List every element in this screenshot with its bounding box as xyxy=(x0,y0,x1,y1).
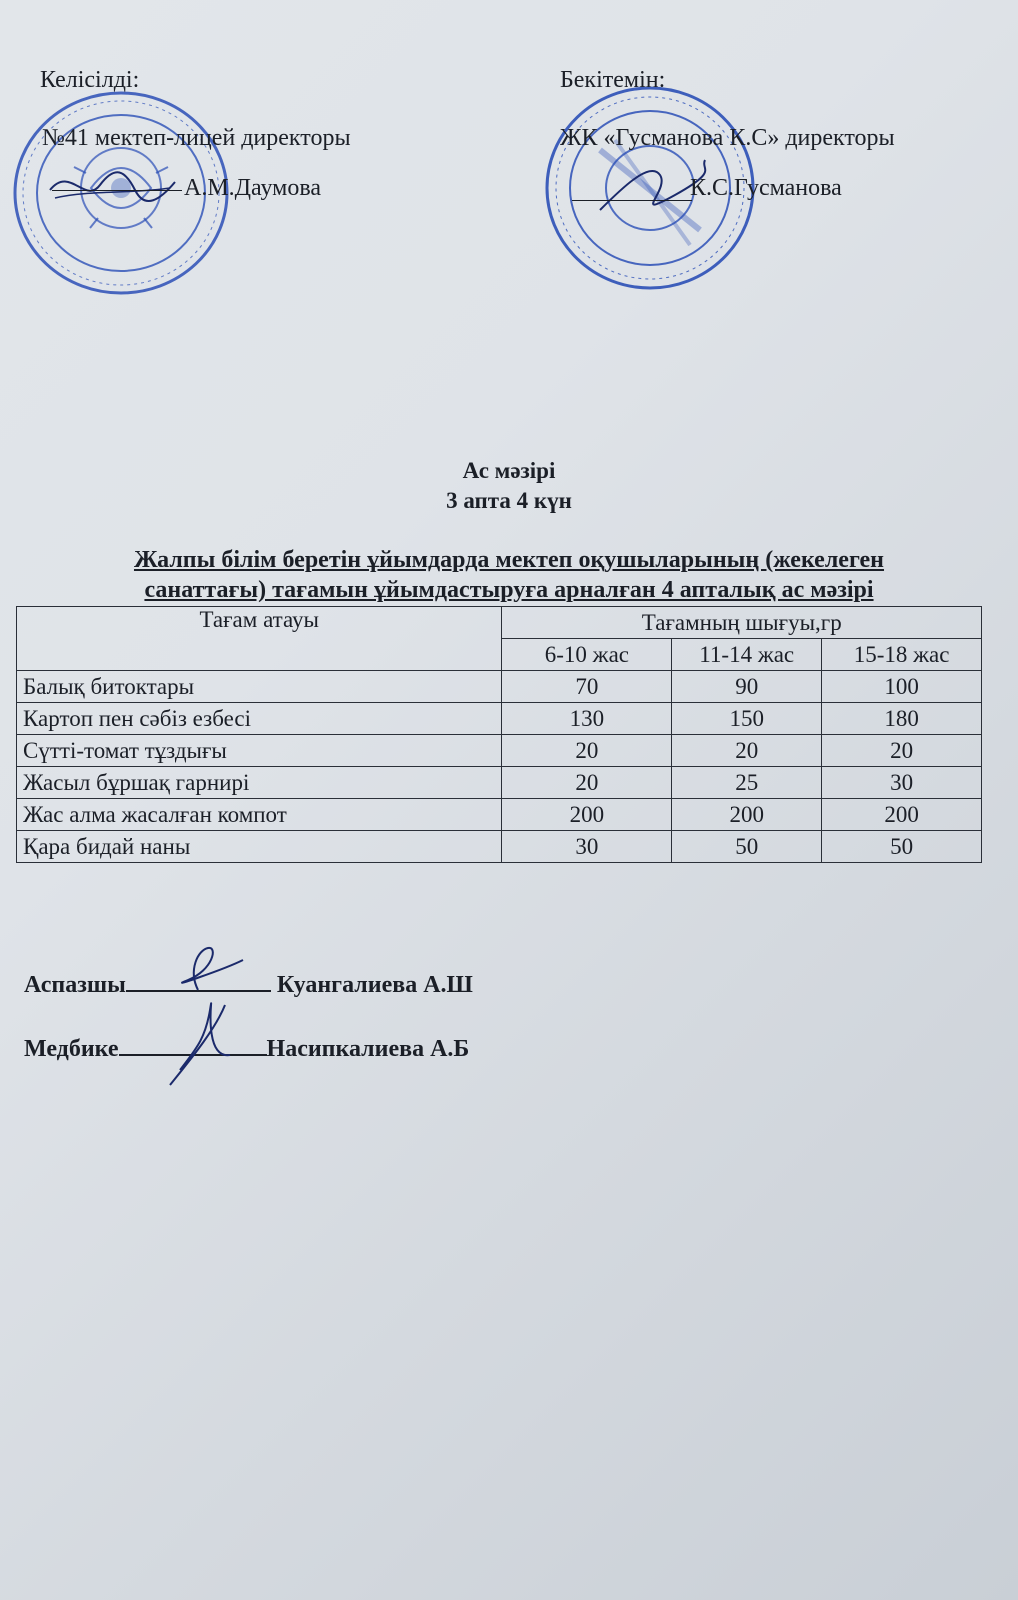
cook-name: Куангалиева А.Ш xyxy=(276,972,473,998)
dish-name: Қара бидай наны xyxy=(17,831,502,863)
dish-name: Жас алма жасалған компот xyxy=(17,799,502,831)
nurse-label: Медбике xyxy=(24,1036,119,1062)
portion-11-14: 90 xyxy=(672,671,822,703)
left-handwritten-signature xyxy=(40,160,180,210)
portion-15-18: 200 xyxy=(822,799,982,831)
approved-signature-name: К.С.Гусманова xyxy=(690,175,842,201)
portion-11-14: 20 xyxy=(672,735,822,767)
dish-name-header: Тағам атауы xyxy=(17,607,502,671)
right-signature-line xyxy=(572,200,692,201)
nurse-handwritten-signature xyxy=(160,1000,240,1090)
portion-6-10: 200 xyxy=(502,799,672,831)
approved-label: Бекітемін: xyxy=(560,67,666,93)
portion-11-14: 25 xyxy=(672,767,822,799)
nurse-name: Насипкалиева А.Б xyxy=(266,1036,470,1062)
age-header-15-18: 15-18 жас xyxy=(822,639,982,671)
portion-6-10: 20 xyxy=(502,735,672,767)
portion-6-10: 20 xyxy=(502,767,672,799)
menu-subtitle-line2: санаттағы) тағамын ұйымдастыруға арналған 4 апталық ас мәзірі xyxy=(144,577,874,603)
table-row xyxy=(17,799,982,831)
approved-position: ЖК «Гусманова К.С» директоры xyxy=(560,125,895,151)
output-header: Тағамның шығуы,гр xyxy=(502,607,982,639)
portion-6-10: 70 xyxy=(502,671,672,703)
table-row xyxy=(17,831,982,863)
table-row xyxy=(17,703,982,735)
menu-week-day: 3 апта 4 күн xyxy=(446,488,572,513)
portion-11-14: 200 xyxy=(672,799,822,831)
portion-15-18: 20 xyxy=(822,735,982,767)
menu-table xyxy=(16,606,982,863)
cook-handwritten-signature xyxy=(168,940,248,1000)
menu-title: Ас мәзірі xyxy=(462,458,556,483)
portion-11-14: 50 xyxy=(672,831,822,863)
dish-name: Балық битоктары xyxy=(17,671,502,703)
table-row xyxy=(17,671,982,703)
age-header-11-14: 11-14 жас xyxy=(672,639,822,671)
agreed-position: №41 мектеп-лицей директоры xyxy=(42,125,351,151)
dish-name: Жасыл бұршақ гарнирі xyxy=(17,767,502,799)
age-header-6-10: 6-10 жас xyxy=(502,639,672,671)
table-row xyxy=(17,735,982,767)
table-header-row xyxy=(17,607,982,639)
portion-11-14: 150 xyxy=(672,703,822,735)
nurse-signature-block xyxy=(24,1032,469,1063)
left-signature-line xyxy=(52,190,182,191)
menu-subtitle-line1: Жалпы білім беретін ұйымдарда мектеп оқушыларының (жекелеген xyxy=(133,547,885,573)
agreed-label: Келісілді: xyxy=(40,67,140,93)
dish-name: Сүтті-томат тұздығы xyxy=(17,735,502,767)
portion-6-10: 30 xyxy=(502,831,672,863)
agreed-signature-name: А.М.Даумова xyxy=(184,175,322,201)
portion-15-18: 50 xyxy=(822,831,982,863)
cook-label: Аспазшы xyxy=(24,972,126,998)
cook-signature-block xyxy=(24,968,473,999)
portion-15-18: 180 xyxy=(822,703,982,735)
portion-15-18: 30 xyxy=(822,767,982,799)
table-row xyxy=(17,767,982,799)
portion-15-18: 100 xyxy=(822,671,982,703)
dish-name: Картоп пен сәбіз езбесі xyxy=(17,703,502,735)
portion-6-10: 130 xyxy=(502,703,672,735)
